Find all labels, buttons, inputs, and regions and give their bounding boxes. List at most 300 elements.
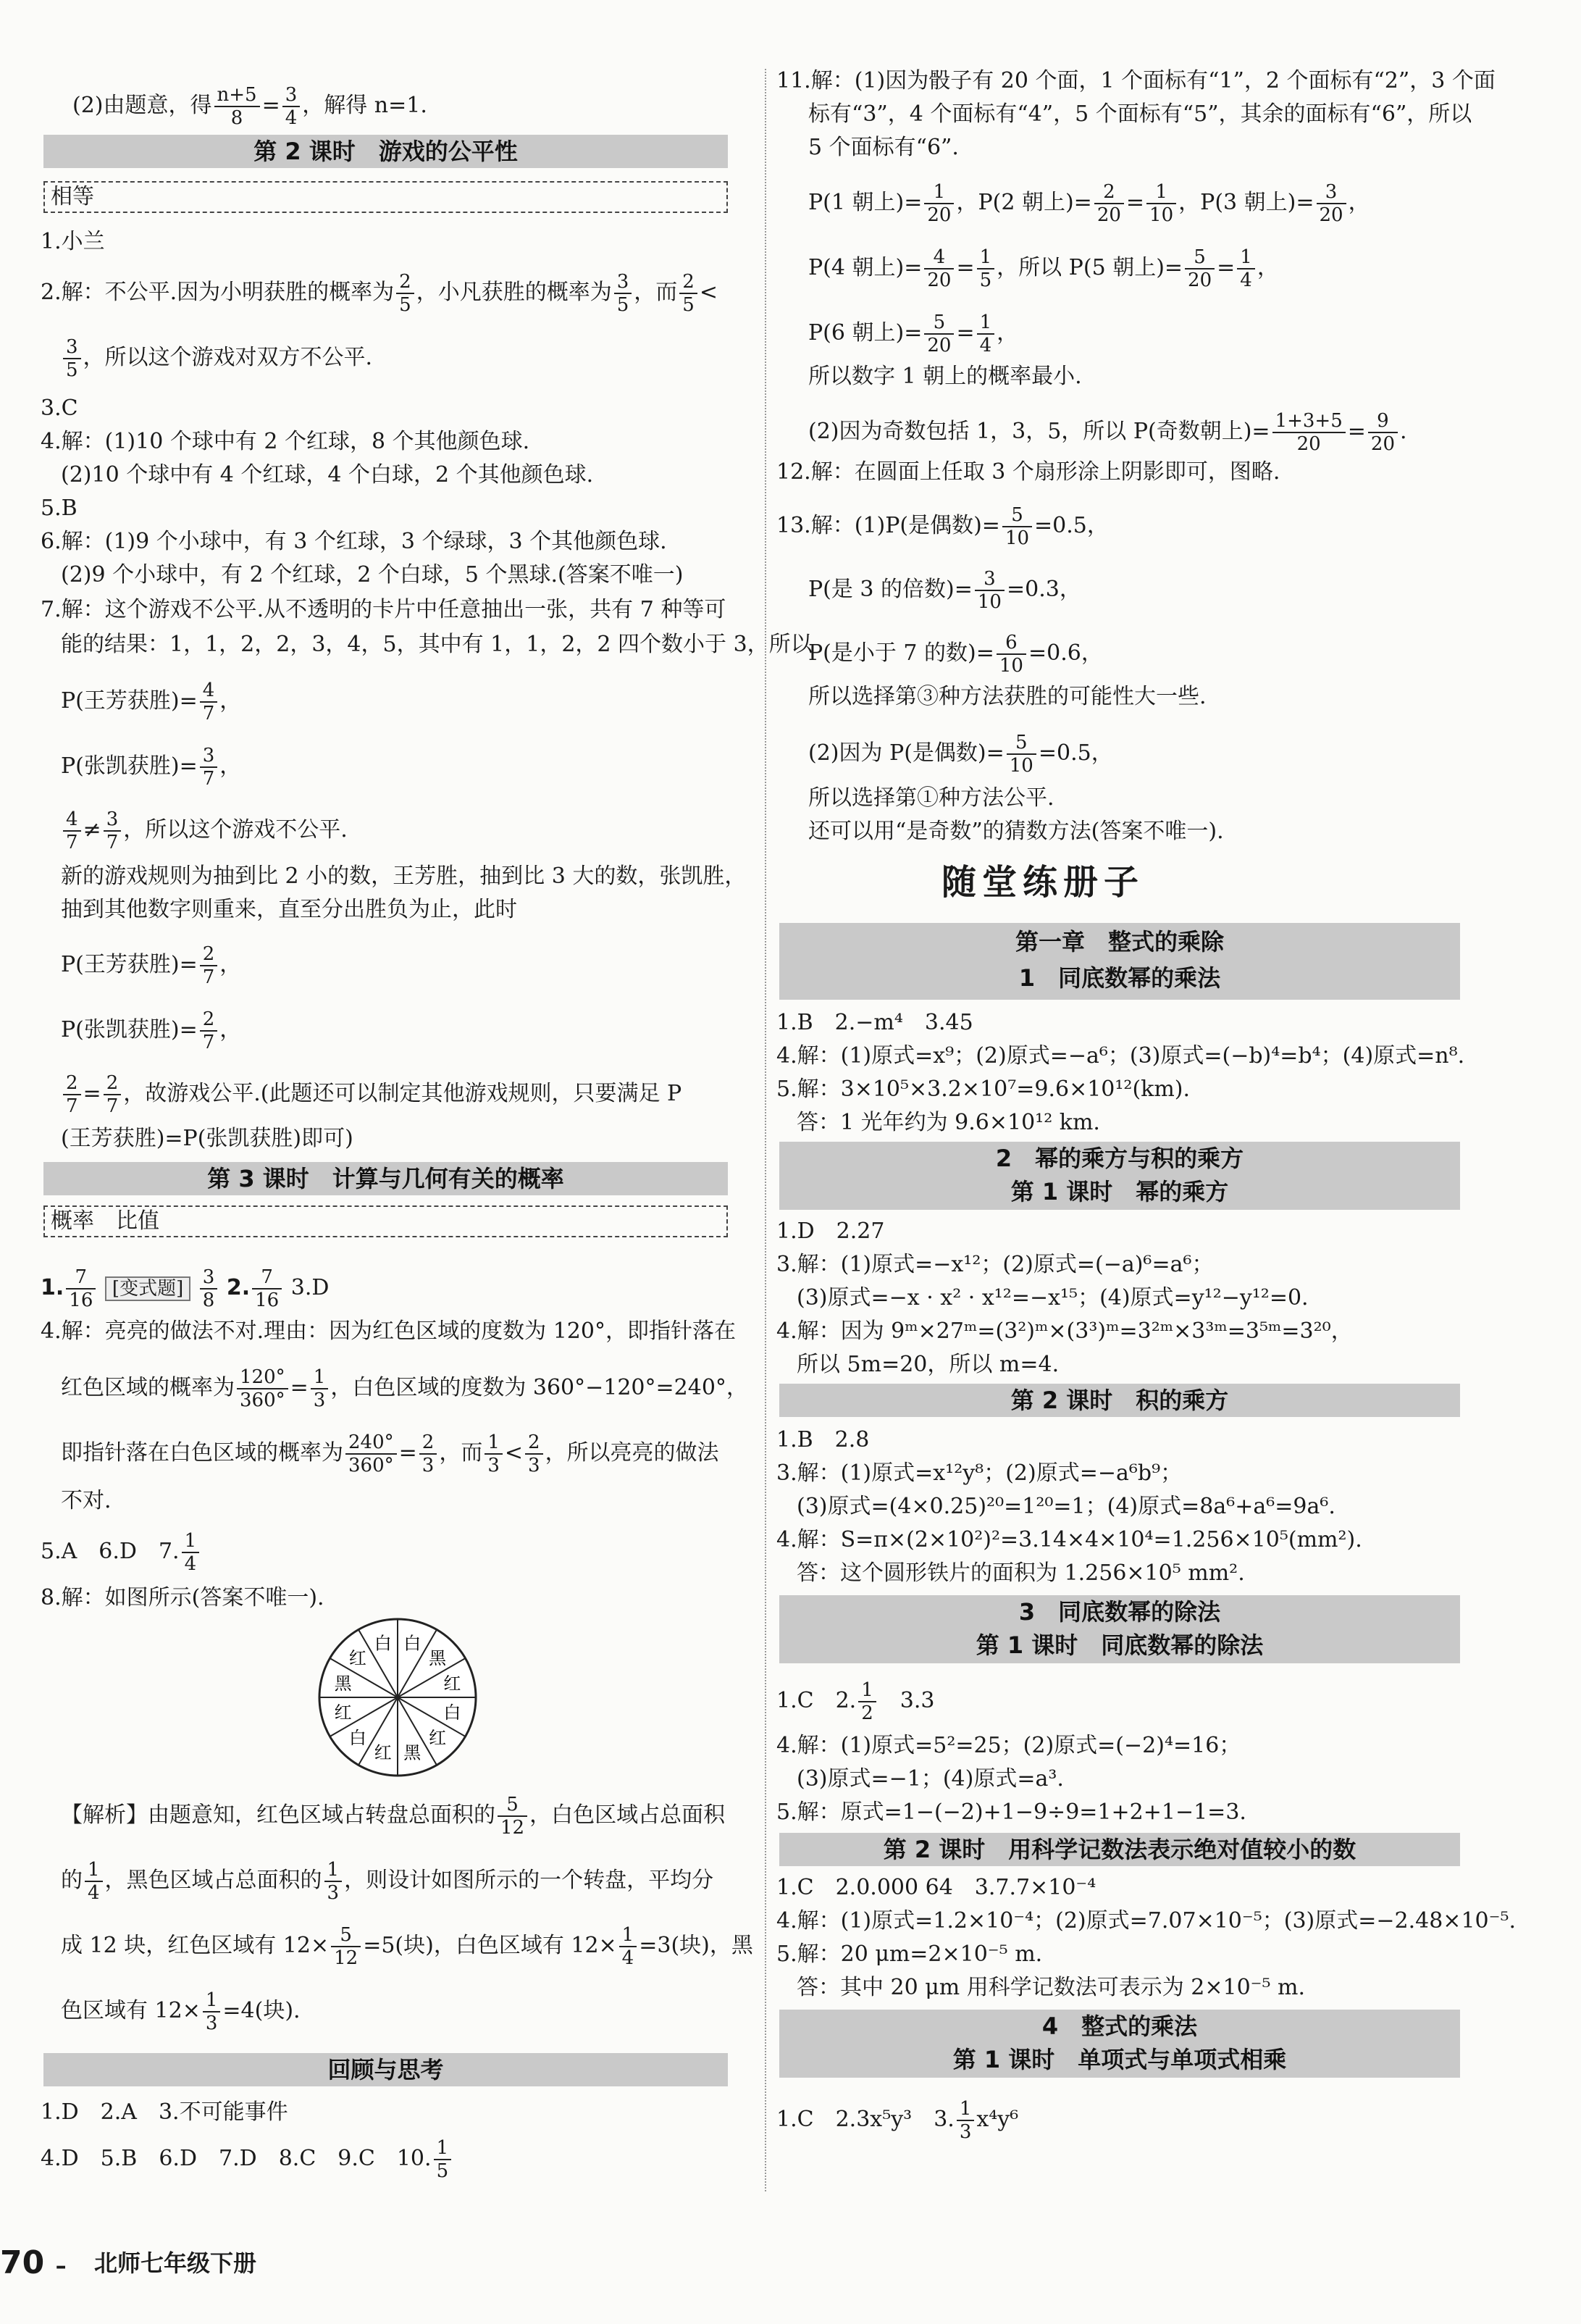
text: P(张凯获胜)= xyxy=(61,753,198,779)
fraction xyxy=(434,2137,452,2182)
fraction xyxy=(252,1266,282,1311)
answer-line xyxy=(61,1072,682,1117)
text: P(1 朝上)= xyxy=(808,190,923,215)
wheel-sector-label: 红 xyxy=(334,1702,352,1723)
text: 5.A 6.D 7. xyxy=(41,1539,180,1564)
text: 2. xyxy=(226,1275,251,1300)
text: 红色区域的概率为 xyxy=(61,1375,235,1400)
answer-line xyxy=(808,246,1279,291)
fraction xyxy=(997,632,1026,677)
fill-blank-box: 相等 xyxy=(43,181,728,213)
section-header: 第 3 课时 计算与几何有关的概率 xyxy=(43,1162,728,1195)
text: P(王芳获胜)= xyxy=(61,952,198,977)
answer-line: 1.D 2.27 xyxy=(776,1219,885,1244)
numerator: 6 xyxy=(997,632,1026,655)
wheel-sector-label: 黑 xyxy=(334,1673,352,1694)
numerator: 1 xyxy=(957,2098,975,2121)
wheel-sector-label: 白 xyxy=(403,1633,422,1654)
text: P(是 3 的倍数)= xyxy=(808,577,973,602)
text: (2)因为奇数包括 1，3，5，所以 P(奇数朝上)= xyxy=(808,419,1270,444)
answer-line: 答：其中 20 μm 用科学记数法可表示为 2×10⁻⁵ m. xyxy=(797,1975,1306,2000)
numerator: 1 xyxy=(311,1366,329,1389)
answer-line: 所以选择第③种方法获胜的可能性大一些. xyxy=(808,684,1207,709)
page-number-text: 70 xyxy=(0,2244,45,2281)
fraction xyxy=(237,1366,288,1411)
answer-line: 3.解：(1)原式=x¹²y⁸；(2)原式=−a⁶b⁹； xyxy=(776,1460,1183,1486)
text: ，解得 n=1. xyxy=(302,93,427,118)
answer-line xyxy=(41,271,718,316)
fraction xyxy=(977,246,995,291)
answer-line xyxy=(776,1679,934,1724)
text: = xyxy=(290,1375,309,1400)
denominator: 360° xyxy=(348,1455,394,1476)
text: ， xyxy=(1257,255,1279,280)
answer-line: 4.解：(1)原式=1.2×10⁻⁴；(2)原式=7.07×10⁻⁵；(3)原式=−2.48×10⁻⁵. xyxy=(776,1908,1517,1934)
numerator: 5 xyxy=(1185,246,1215,269)
answer-line: 5.解：20 μm=2×10⁻⁵ m. xyxy=(776,1941,1043,1967)
numerator: 2 xyxy=(63,1072,81,1095)
section-title: 4 整式的乘法 xyxy=(1041,2012,1198,2040)
denominator: 5 xyxy=(616,294,629,316)
fraction xyxy=(975,568,1005,613)
answer-line xyxy=(808,312,1018,356)
denominator: 4 xyxy=(88,1882,100,1904)
answer-line: 4.解：因为 9ᵐ×27ᵐ=(3²)ᵐ×(3³)ᵐ=3²ᵐ×3³ᵐ=3⁵ᵐ=3²⁰， xyxy=(776,1318,1353,1344)
numerator: 5 xyxy=(498,1794,527,1817)
answer-line: 还可以用“是奇数”的猜数方法(答案不唯一). xyxy=(808,819,1224,844)
denominator: 4 xyxy=(979,335,992,356)
numerator: 1 xyxy=(619,1924,637,1947)
numerator: 2 xyxy=(525,1431,543,1455)
text: ，所以这个游戏不公平. xyxy=(123,817,348,843)
spinner-wheel xyxy=(316,1615,479,1779)
denominator: 12 xyxy=(334,1947,358,1969)
text: = xyxy=(1125,190,1145,215)
answer-line: 5 个面标有“6”. xyxy=(808,135,959,160)
denominator: 20 xyxy=(927,204,952,226)
denominator: 3 xyxy=(959,2121,972,2143)
denominator: 5 xyxy=(436,2160,449,2182)
answer-line: 8.解：如图所示(答案不唯一). xyxy=(41,1585,324,1610)
fraction xyxy=(1317,181,1346,226)
denominator: 3 xyxy=(422,1455,435,1476)
fraction xyxy=(1146,181,1176,226)
answer-line: (3)原式=(4×0.25)²⁰=1²⁰=1；(4)原式=8a⁶+a⁶=9a⁶. xyxy=(797,1494,1335,1519)
text: ，黑色区域占总面积的 xyxy=(104,1868,322,1893)
answer-line: 7.解：这个游戏不公平.从不透明的卡片中任意抽出一张，共有 7 种等可 xyxy=(41,597,726,622)
text: P(6 朝上)= xyxy=(808,320,923,346)
denominator: 5 xyxy=(399,294,411,316)
denominator: 5 xyxy=(682,294,695,316)
answer-line xyxy=(776,2098,1018,2143)
answer-line: (王芳获胜)=P(张凯获胜)即可) xyxy=(61,1126,353,1151)
numerator: 3 xyxy=(63,336,81,359)
fraction xyxy=(331,1924,361,1969)
answer-line xyxy=(808,632,1103,677)
numerator: 3 xyxy=(200,745,218,768)
fraction xyxy=(679,271,697,316)
answer-line: P(王芳获胜)= $\frac{4}{7}$ ， xyxy=(61,680,242,724)
answer-line: 4.解：亮亮的做法不对.理由：因为红色区域的度数为 120°，即指针落在 xyxy=(41,1318,736,1344)
text: 1.C 2.3x⁵y³ 3. xyxy=(776,2107,955,2132)
text: ，P(3 朝上)= xyxy=(1178,190,1314,215)
fraction xyxy=(200,943,218,988)
denominator: 3 xyxy=(528,1455,540,1476)
answer-line: 1.小兰 xyxy=(41,229,105,254)
answer-line: 不对. xyxy=(61,1488,112,1513)
text: =0.6， xyxy=(1028,640,1103,666)
section-title: 1 同底数幂的乘法 xyxy=(1018,964,1221,992)
answer-line: (2)10 个球中有 4 个红球，4 个白球，2 个其他颜色球. xyxy=(61,462,594,488)
chapter-title: 第一章 整式的乘除 xyxy=(1015,928,1224,956)
numerator: 5 xyxy=(331,1924,361,1947)
numerator: 120° xyxy=(237,1366,288,1389)
text: ， xyxy=(997,320,1019,346)
denominator: 4 xyxy=(184,1553,197,1575)
denominator: 360° xyxy=(240,1389,285,1411)
fraction xyxy=(104,808,122,853)
text: 色区域有 12× xyxy=(61,1998,201,2023)
answer-line: 11.解：(1)因为骰子有 20 个面，1 个面标有“1”，2 个面标有“2”，3 个面 xyxy=(776,68,1496,93)
text: = xyxy=(398,1440,417,1466)
answer-line xyxy=(808,410,1407,455)
text: = xyxy=(1217,255,1236,280)
answer-line xyxy=(776,504,1109,549)
denominator: 7 xyxy=(202,703,215,724)
denominator: 3 xyxy=(205,2012,218,2034)
denominator: 20 xyxy=(1296,433,1321,455)
fraction xyxy=(957,2098,975,2143)
numerator: 3 xyxy=(282,84,301,107)
text: =5(块)，白色区域有 12× xyxy=(363,1933,617,1958)
fraction xyxy=(200,745,218,790)
text: 4.D 5.B 6.D 7.D 8.C 9.C 10. xyxy=(41,2146,432,2171)
denominator: 2 xyxy=(861,1702,873,1724)
fraction xyxy=(396,271,414,316)
numerator: 3 xyxy=(614,271,632,294)
answer-line: 所以数字 1 朝上的概率最小. xyxy=(808,364,1082,389)
numerator: 1 xyxy=(1146,181,1176,204)
text: P(是小于 7 的数)= xyxy=(808,640,994,666)
denominator: 3 xyxy=(487,1455,500,1476)
text: 3.3 xyxy=(878,1688,935,1713)
answer-line: 3.C xyxy=(41,396,78,421)
text: = xyxy=(83,1081,101,1106)
text: ，P(2 朝上)= xyxy=(956,190,1092,215)
numerator: n+5 xyxy=(214,84,260,107)
text: . xyxy=(1400,419,1407,444)
denominator: 10 xyxy=(999,655,1023,677)
denominator: 20 xyxy=(1188,269,1212,291)
text: ，所以这个游戏对双方不公平. xyxy=(83,345,373,370)
section-header: 回顾与思考 xyxy=(43,2053,728,2086)
denominator: 7 xyxy=(66,832,78,853)
wheel-sector-label: 红 xyxy=(429,1728,447,1749)
numerator: 4 xyxy=(63,808,81,832)
denominator: 10 xyxy=(1009,755,1033,777)
wheel-sector-label: 白 xyxy=(374,1633,392,1654)
answer-line: 4.解：S=π×(2×10²)²=3.14×4×10⁴=1.256×10⁵(mm²). xyxy=(776,1527,1362,1552)
numerator: 2 xyxy=(200,1008,218,1032)
numerator: 1 xyxy=(1237,246,1255,269)
answer-line xyxy=(41,1530,201,1575)
numerator: 1 xyxy=(977,312,995,335)
numerator: 240° xyxy=(345,1431,397,1455)
numerator: 2 xyxy=(419,1431,437,1455)
denominator: 8 xyxy=(230,107,243,129)
fraction xyxy=(85,1859,103,1904)
numerator: 1+3+5 xyxy=(1272,410,1346,433)
text: =0.5， xyxy=(1038,740,1113,766)
text: < xyxy=(699,280,718,305)
denominator: 10 xyxy=(977,591,1002,613)
answer-line xyxy=(72,84,427,129)
answer-line: 12.解：在圆面上任取 3 个扇形涂上阴影即可，图略. xyxy=(776,459,1280,485)
fraction xyxy=(924,312,954,356)
lesson-title: 第 1 课时 单项式与单项式相乘 xyxy=(952,2046,1287,2073)
numerator: 1 xyxy=(485,1431,503,1455)
numerator: 1 xyxy=(434,2137,452,2160)
section-header xyxy=(779,1595,1460,1663)
fraction xyxy=(977,312,995,356)
answer-line: 答：这个圆形铁片的面积为 1.256×10⁵ mm². xyxy=(797,1560,1245,1586)
answer-line xyxy=(61,1989,301,2034)
wheel-sector-label: 白 xyxy=(443,1702,461,1723)
numerator: 3 xyxy=(200,1266,218,1290)
numerator: 2 xyxy=(104,1072,122,1095)
wheel-sector-label: 红 xyxy=(374,1742,392,1763)
fraction xyxy=(214,84,260,129)
fraction xyxy=(858,1679,876,1724)
text: ， xyxy=(1348,190,1370,215)
fraction xyxy=(1185,246,1215,291)
column-divider xyxy=(765,69,766,2191)
answer-line: 4.解：(1)原式=x⁹；(2)原式=−a⁶；(3)原式=(−b)⁴=b⁴；(4)原式=n⁸. xyxy=(776,1043,1465,1069)
text: 2.解：不公平.因为小明获胜的概率为 xyxy=(41,280,395,305)
text: (2)因为 P(是偶数)= xyxy=(808,740,1005,766)
answer-line xyxy=(808,568,1081,613)
text: ，白色区域占总面积 xyxy=(529,1802,726,1828)
denominator: 3 xyxy=(327,1882,340,1904)
fraction xyxy=(200,1008,218,1053)
answer-line: 所以选择第①种方法公平. xyxy=(808,785,1054,811)
fraction xyxy=(63,336,81,381)
text: ，则设计如图所示的一个转盘，平均分 xyxy=(344,1868,714,1893)
text: P(4 朝上)= xyxy=(808,255,923,280)
text: 1.C 2. xyxy=(776,1688,857,1713)
answer-line xyxy=(61,1859,713,1904)
numerator: 1 xyxy=(858,1679,876,1702)
denominator: 20 xyxy=(1319,204,1343,226)
denominator: 5 xyxy=(66,359,78,381)
text: ，而 xyxy=(439,1440,483,1466)
page-number: 70 – xyxy=(0,2244,67,2281)
answer-line: 6.解：(1)9 个小球中，有 3 个红球，3 个绿球，3 个其他颜色球. xyxy=(41,529,667,554)
denominator: 20 xyxy=(927,269,952,291)
section-header: 第 2 课时 游戏的公平性 xyxy=(43,135,728,168)
answer-line: (2)9 个小球中，有 2 个红球，2 个白球，5 个黑球.(答案不唯一) xyxy=(61,562,684,588)
text: 13.解：(1)P(是偶数)= xyxy=(776,513,1000,538)
answer-line: 1.B 2.8 xyxy=(776,1427,870,1452)
fraction xyxy=(345,1431,397,1476)
fraction xyxy=(525,1431,543,1476)
answer-line xyxy=(61,808,348,853)
fraction xyxy=(1094,181,1124,226)
denominator: 20 xyxy=(1096,204,1121,226)
text: ，小凡获胜的概率为 xyxy=(416,280,612,305)
variant-tag: [变式题] xyxy=(105,1276,190,1301)
numerator: 4 xyxy=(924,246,954,269)
wheel-sector-label: 黑 xyxy=(429,1647,447,1668)
section-header xyxy=(779,2010,1460,2078)
answer-line: 5.解：3×10⁵×3.2×10⁷=9.6×10¹²(km). xyxy=(776,1077,1191,1102)
fill-blank-box: 概率 比值 xyxy=(43,1205,728,1237)
answer-line: 3.解：(1)原式=−x¹²；(2)原式=(−a)⁶=a⁶； xyxy=(776,1252,1214,1277)
fraction xyxy=(498,1794,527,1839)
booklet-title: 随堂练册子 xyxy=(942,862,1145,903)
answer-line xyxy=(61,1794,725,1839)
text: < xyxy=(504,1440,524,1466)
text: ≠ xyxy=(83,817,101,843)
denominator: 20 xyxy=(927,335,952,356)
numerator: 4 xyxy=(200,680,218,703)
answer-line: 4.解：(1)10 个球中有 2 个红球，8 个其他颜色球. xyxy=(41,429,530,454)
text: 1. xyxy=(41,1275,64,1300)
wheel-sector-label: 白 xyxy=(348,1728,366,1749)
fraction xyxy=(924,181,954,226)
numerator: 1 xyxy=(85,1859,103,1882)
fraction xyxy=(311,1366,329,1411)
fraction xyxy=(419,1431,437,1476)
denominator: 5 xyxy=(979,269,992,291)
text: P(张凯获胜)= xyxy=(61,1017,198,1042)
answer-line xyxy=(61,336,372,381)
text: ，所以 P(5 朝上)= xyxy=(997,255,1183,280)
wheel-sector-label: 红 xyxy=(348,1647,366,1668)
numerator: 7 xyxy=(66,1266,96,1290)
lesson-title: 第 1 课时 同底数幂的除法 xyxy=(976,1631,1264,1659)
answer-line: 4.解：(1)原式=5²=25；(2)原式=(−2)⁴=16； xyxy=(776,1733,1241,1758)
fraction xyxy=(614,271,632,316)
answer-line: 1.D 2.A 3.不可能事件 xyxy=(41,2099,288,2125)
chapter-header xyxy=(779,923,1460,1000)
lesson-title: 第 1 课时 幂的乘方 xyxy=(1010,1178,1229,1205)
answer-line xyxy=(61,1431,719,1476)
denominator: 12 xyxy=(500,1817,525,1839)
text: P(王芳获胜)= xyxy=(61,688,198,714)
fraction xyxy=(1272,410,1346,455)
fraction xyxy=(182,1530,200,1575)
denominator: 4 xyxy=(1240,269,1252,291)
text: x⁴y⁶ xyxy=(976,2107,1019,2132)
denominator: 3 xyxy=(313,1389,326,1411)
numerator: 3 xyxy=(975,568,1005,591)
fraction xyxy=(924,246,954,291)
answer-line: 1.C 2.0.000 64 3.7.7×10⁻⁴ xyxy=(776,1875,1096,1900)
answer-line: P(张凯获胜)= $\frac{3}{7}$ ， xyxy=(61,745,242,790)
text: =0.3， xyxy=(1006,577,1081,602)
text: 3.D xyxy=(290,1275,330,1300)
answer-line xyxy=(41,2137,453,2182)
fraction xyxy=(200,680,218,724)
fraction xyxy=(63,1072,81,1117)
fraction xyxy=(1237,246,1255,291)
fraction xyxy=(1002,504,1032,549)
answer-line: (3)原式=−x · x² · x¹²=−x¹⁵；(4)原式=y¹²−y¹²=0. xyxy=(797,1285,1309,1311)
text: ，故游戏公平.(此题还可以制定其他游戏规则，只要满足 P xyxy=(123,1081,682,1106)
fraction xyxy=(282,84,301,129)
text: =3(块)，黑 xyxy=(639,1933,753,1958)
answer-line xyxy=(61,1366,748,1411)
fraction xyxy=(104,1072,122,1117)
answer-line: 新的游戏规则为抽到比 2 小的数，王芳胜，抽到比 3 大的数，张凯胜， xyxy=(61,864,747,889)
fraction xyxy=(63,808,81,853)
numerator: 9 xyxy=(1368,410,1398,433)
answer-line xyxy=(808,732,1113,777)
text: 成 12 块，红色区域有 12× xyxy=(61,1933,330,1958)
numerator: 7 xyxy=(252,1266,282,1290)
text: 的 xyxy=(61,1868,83,1893)
fraction xyxy=(1007,732,1036,777)
answer-line: P(张凯获胜)= $\frac{2}{7}$ ， xyxy=(61,1008,242,1053)
numerator: 5 xyxy=(1002,504,1032,527)
text: = xyxy=(956,255,975,280)
answer-line: 能的结果：1，1，2，2，3，4，5，其中有 1，1，2，2 四个数小于 3，所以 xyxy=(61,632,813,657)
numerator: 2 xyxy=(1094,181,1124,204)
denominator: 7 xyxy=(66,1095,78,1117)
denominator: 10 xyxy=(1149,204,1174,226)
numerator: 1 xyxy=(182,1530,200,1553)
fraction xyxy=(1368,410,1398,455)
numerator: 2 xyxy=(679,271,697,294)
answer-line: 所以 5m=20，所以 m=4. xyxy=(797,1352,1060,1377)
lesson-header: 第 2 课时 积的乘方 xyxy=(779,1384,1460,1417)
numerator: 5 xyxy=(924,312,954,335)
numerator: 1 xyxy=(977,246,995,269)
numerator: 2 xyxy=(200,943,218,966)
text: ，所以亮亮的做法 xyxy=(545,1440,719,1466)
numerator: 3 xyxy=(104,808,122,832)
answer-line xyxy=(808,181,1370,226)
text: (2)由题意，得 xyxy=(72,93,212,118)
text: ，白色区域的度数为 360°−120°=240°， xyxy=(330,1375,748,1400)
text: 即指针落在白色区域的概率为 xyxy=(61,1440,343,1466)
section-title: 2 幂的乘方与积的乘方 xyxy=(995,1145,1244,1172)
answer-line: 答：1 光年约为 9.6×10¹² km. xyxy=(797,1110,1100,1135)
answer-line: P(王芳获胜)= $\frac{2}{7}$ ， xyxy=(61,943,242,988)
answer-line: 1.B 2.−m⁴ 3.45 xyxy=(776,1010,973,1035)
numerator: 1 xyxy=(324,1859,343,1882)
text: = xyxy=(1347,419,1366,444)
numerator: 3 xyxy=(1317,181,1346,204)
numerator: 2 xyxy=(396,271,414,294)
answer-line: 5.B xyxy=(41,496,77,521)
denominator: 7 xyxy=(202,1032,215,1053)
answer-line xyxy=(41,1266,329,1311)
numerator: 1 xyxy=(924,181,954,204)
denominator: 4 xyxy=(285,107,298,129)
text: = xyxy=(261,93,280,118)
text: =4(块). xyxy=(222,1998,301,2023)
answer-line: 抽到其他数字则重来，直至分出胜负为止，此时 xyxy=(61,897,517,922)
numerator: 1 xyxy=(203,1989,221,2012)
denominator: 16 xyxy=(69,1290,93,1311)
denominator: 16 xyxy=(255,1290,280,1311)
text: = xyxy=(956,320,975,346)
lesson-header: 第 2 课时 用科学记数法表示绝对值较小的数 xyxy=(779,1833,1460,1866)
answer-line: (3)原式=−1；(4)原式=a³. xyxy=(797,1766,1064,1792)
denominator: 7 xyxy=(202,966,215,988)
